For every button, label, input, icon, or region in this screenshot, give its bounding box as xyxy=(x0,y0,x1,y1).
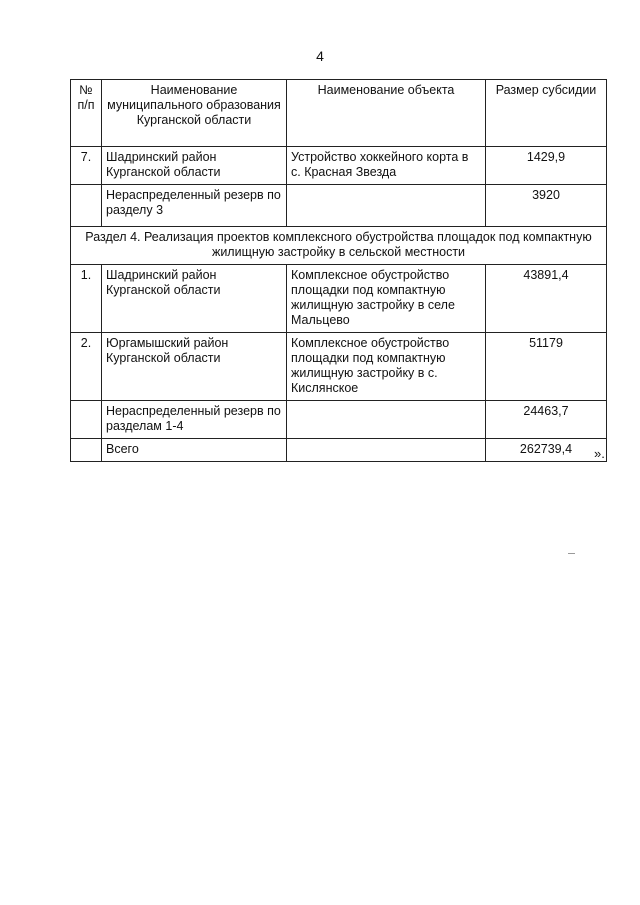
header-municipality: Наименование муниципального образования Курганской области xyxy=(102,80,287,147)
cell-amount: 51179 xyxy=(486,333,607,401)
scan-mark xyxy=(568,553,575,554)
cell-number: 1. xyxy=(71,265,102,333)
page-number: 4 xyxy=(316,48,324,64)
cell-municipality: Нераспределенный резерв по разделам 1-4 xyxy=(102,401,287,439)
total-row xyxy=(71,439,607,462)
cell-municipality: Всего xyxy=(102,439,287,462)
cell-amount: 1429,9 xyxy=(486,147,607,185)
cell-number xyxy=(71,401,102,439)
closing-quote: ». xyxy=(594,446,605,461)
cell-object xyxy=(287,185,486,227)
table-row xyxy=(71,333,607,401)
cell-object xyxy=(287,401,486,439)
section-4-title: Раздел 4. Реализация проектов комплексного обустройства площадок под компактную жилищную застройку в сельской местности xyxy=(71,227,607,265)
cell-object: Устройство хоккейного корта в с. Красная Звезда xyxy=(287,147,486,185)
cell-number xyxy=(71,185,102,227)
cell-municipality: Нераспределенный резерв по разделу 3 xyxy=(102,185,287,227)
cell-municipality: Шадринский район Курганской области xyxy=(102,147,287,185)
cell-number: 2. xyxy=(71,333,102,401)
header-number: № п/п xyxy=(71,80,102,147)
cell-object: Комплексное обустройство площадки под компактную жилищную застройку в с. Кислянское xyxy=(287,333,486,401)
table-row xyxy=(71,401,607,439)
header-object: Наименование объекта xyxy=(287,80,486,147)
cell-object: Комплексное обустройство площадки под компактную жилищную застройку в селе Мальцево xyxy=(287,265,486,333)
cell-number xyxy=(71,439,102,462)
section-header-row xyxy=(71,227,607,265)
cell-amount: 262739,4 xyxy=(486,439,607,462)
table-row xyxy=(71,147,607,185)
header-amount: Размер субсидии xyxy=(486,80,607,147)
cell-municipality: Шадринский район Курганской области xyxy=(102,265,287,333)
table-header-row xyxy=(71,80,607,147)
cell-amount: 43891,4 xyxy=(486,265,607,333)
cell-municipality: Юргамышский район Курганской области xyxy=(102,333,287,401)
cell-object xyxy=(287,439,486,462)
table-row xyxy=(71,185,607,227)
subsidy-table xyxy=(70,79,607,462)
cell-amount: 24463,7 xyxy=(486,401,607,439)
cell-number: 7. xyxy=(71,147,102,185)
table-row xyxy=(71,265,607,333)
cell-amount: 3920 xyxy=(486,185,607,227)
